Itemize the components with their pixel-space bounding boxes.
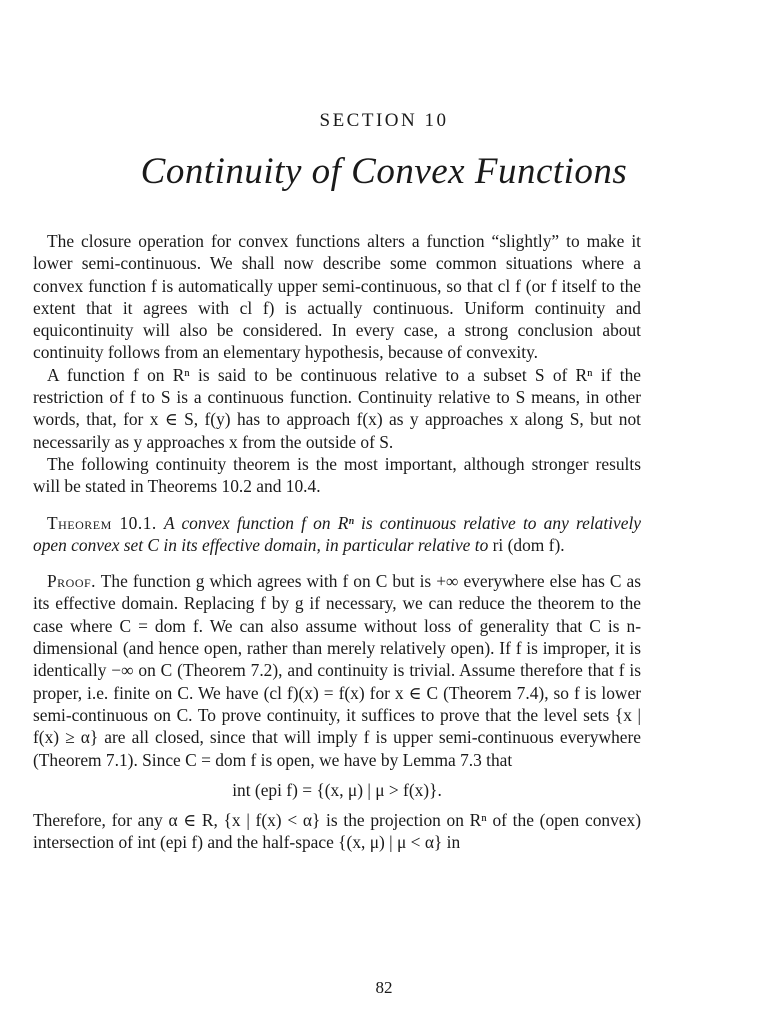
theorem-statement: A convex function f on Rⁿ is continuous relative to any relatively open convex set C in its effective domain, in particular relative to xyxy=(33,512,641,555)
chapter-title: Continuity of Convex Functions xyxy=(140,151,628,192)
paragraph-lead-in: The following continuity theorem is the most important, although stronger results will be stated in Theorems 10.2 and 10.4. xyxy=(33,453,641,497)
proof-continuation: Therefore, for any α ∈ R, {x | f(x) < α} is the projection on Rⁿ of the (open convex) intersection of int (epi f) and the half-space {(x, μ) | μ < α} in xyxy=(33,810,641,853)
page-body xyxy=(33,230,641,854)
paragraph-definition: A function f on Rⁿ is said to be continuous relative to a subset S of Rⁿ if the restriction of f to S is a continuous function. Continuity relative to S means, in other words, that, for x ∈ S, f(y) has to approach f(x) as y approaches x along S, but not necessarily as y approaches x from the outside of S. xyxy=(33,364,641,452)
display-equation: int (epi f) = {(x, μ) | μ > f(x)}. xyxy=(232,779,442,800)
proof-text: The function g which agrees with f on C but is +∞ everywhere else has C as its effective domain. Replacing f by g if necessary, we can reduce the theorem to the case where C = dom f. We can also assume without loss of generality that C is n-dimensional (and hence open, rather than merely relatively open). If f is improper, it is identically −∞ on C (Theorem 7.2), and continuity is trivial. Assume therefore that f is proper, i.e. finite on C. We have (cl f)(x) = f(x) for x ∈ C (Theorem 7.4), so f is lower semi-continuous on C. To prove continuity, it suffices to prove that the level sets {x | f(x) ≥ α} are all closed, since that will imply f is upper semi-continuous everywhere (Theorem 7.1). Since C = dom f is open, we have by Lemma 7.3 that xyxy=(33,571,641,770)
proof-label: Proof. xyxy=(47,571,97,592)
page-number: 82 xyxy=(375,978,393,997)
paragraph-intro: The closure operation for convex functions alters a function “slightly” to make it lower semi-continuous. We shall now describe some common situations where a convex function f is automatically upper semi-continuous, so that cl f (or f itself to the extent that it agrees with cl f) is actually continuous. Uniform continuity and equicontinuity will also be considered. In every case, a strong conclusion about continuity follows from an elementary hypothesis, because of convexity. xyxy=(33,231,641,363)
theorem-block xyxy=(33,512,641,557)
proof-block xyxy=(33,570,641,771)
theorem-tail: ri (dom f). xyxy=(492,534,565,555)
section-heading: SECTION 10 xyxy=(319,110,449,131)
theorem-label: Theorem 10.1. xyxy=(47,512,157,533)
